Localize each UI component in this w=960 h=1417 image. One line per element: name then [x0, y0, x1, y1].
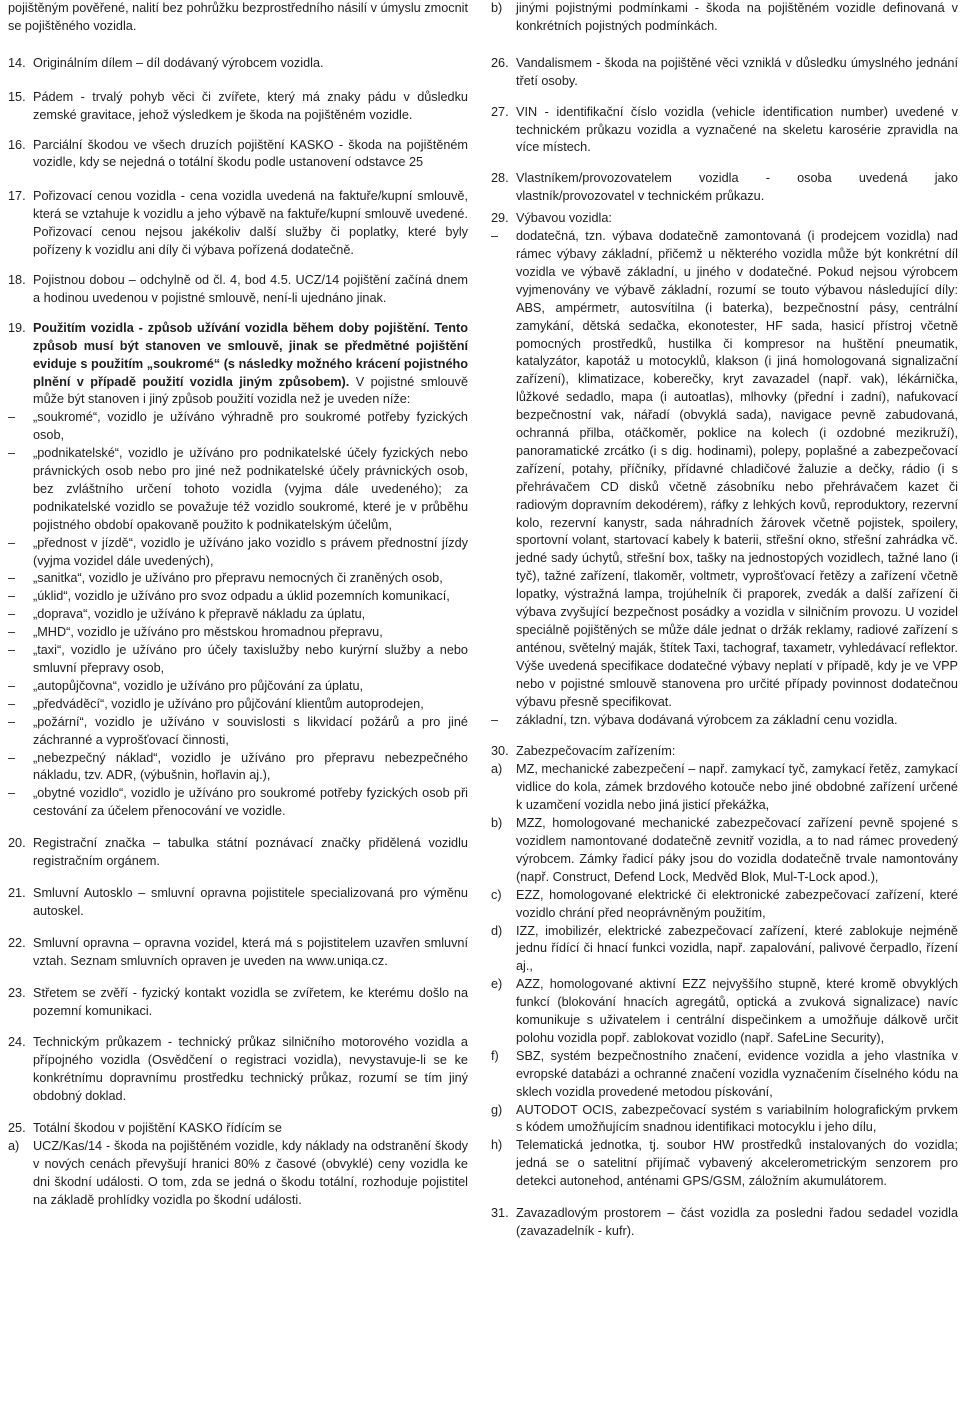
definition-31: 31. Zavazadlovým prostorem – část vozidla za posledni řadou sedadel vozidla (zavazadelník - kufr). — [491, 1206, 958, 1238]
dash: – — [491, 229, 499, 244]
dash: – — [8, 607, 16, 622]
dash: – — [8, 571, 16, 586]
usage-list-item: – „podnikatelské“, vozidlo je užíváno pro podnikatelské účely fyzických nebo právnických osob nebo pro jiné než podnikatelské účely právnických osob, bez zvláštního určení tohoto vozidla (vyjma dále uvedeného); za podnikatelské vozidlo se považuje též vozidlo soukromé, které je v průběhu pojistného období opakovaně použito k podnikatelským účelům, — [8, 445, 468, 535]
definition-30: 30. Zabezpečovacím zařízením: — [491, 744, 676, 759]
usage-list-item: – „autopůjčovna“, vozidlo je užíváno pro půjčování za úplatu, — [8, 678, 468, 696]
security-device-item: d) IZZ, imobilizér, elektrické zabezpečovací zařízení, které zablokuje nejméně jednu řídící či hnací funkci vozidla, např. zapalování, palivové čerpadlo, řízení aj., — [491, 923, 958, 974]
definition-14: 14. Originálním dílem – díl dodávaný výrobcem vozidla. — [8, 55, 324, 70]
dash: – — [8, 714, 16, 729]
dash: – — [491, 712, 499, 727]
definition-16: 16. Parciální škodou ve všech druzích pojištění KASKO - škoda na pojištěném vozidle, kdy se nejedná o totální škodu podle ustanovení odstavce 25 — [8, 137, 468, 170]
security-device-item: e) AZZ, homologované aktivní EZZ nejvyššího stupně, které kromě obvyklých funkcí (blokování hnacích agregátů, optická a zvuková signalizace) navíc komunikuje s uživatelem i centrální dispečinkem a umožňuje dálkově určit polohu vozidla popř. zablokovat vozidlo (např. SafeLine Security), — [491, 977, 958, 1045]
security-device-item: b) MZZ, homologované mechanické zabezpečovací zařízení pevně spojené s vozidlem namontované dodatečně zevnitř vozidla, a to nad rámec provedený výrobcem. Zámky řadicí páky jsou do vozidla dodatečně trvale namontovány (např. Construct, Defend Lock, Medvěd Blok, Mul-T-Lock apod.), — [491, 816, 958, 884]
dash: – — [8, 446, 16, 461]
usage-list-item: – „požární“, vozidlo je užíváno v souvislosti s likvidací požárů a pro jiné záchranné a vyprošťovací činnosti, — [8, 714, 468, 750]
intro-paragraph: pojištěným pověřené, nalití bez pohrůžku bezprostředního násilí v úmyslu zmocnit se pojištěného vozidla. — [8, 1, 468, 33]
usage-list-item: – „soukromé“, vozidlo je užíváno výhradně pro soukromé potřeby fyzických osob, — [8, 409, 468, 445]
dash: – — [8, 535, 16, 550]
definition-15: 15. Pádem - trvalý pohyb věci či zvířete, který má znaky pádu v důsledku zemské gravitace, jehož výsledkem je škoda na pojištěném vozidle. — [8, 89, 468, 122]
definition-19-bold: Použitím vozidla - způsob užívání vozidla během doby pojištění. Tento způsob musí být stanoven ve smlouvě, jinak se předmětné pojištění eviduje s použitím „soukromé“ (s následky možného krácení pojistného plnění v případě použití vozidla jiným způsobem). — [33, 320, 468, 389]
definition-19-rest: V pojistné smlouvě může být stanoven i jiný způsob použití vozidla než je uveden níže: — [33, 374, 469, 407]
definition-19: 19. Použitím vozidla - způsob užívání vozidla během doby pojištění. Tento způsob musí být stanoven ve smlouvě, jinak se předmětné pojištění eviduje s použitím „soukromé“ (s následky možného krácení pojistného plnění v případě použití vozidla jiným způsobem). V pojistné smlouvě může být stanoven i jiný způsob použití vozidla než je uveden níže: — [8, 320, 469, 407]
security-device-item: h) Telematická jednotka, tj. soubor HW prostředků instalovaných do vozidla; jedná se o satelitní přijímač vybavený akcelerometrickým senzorem pro detekci autonehod, anténami GPS/GSM, záložním akumulátorem. — [491, 1138, 958, 1189]
usage-list-item: – „doprava“, vozidlo je užíváno k přepravě nákladu za úplatu, — [8, 606, 468, 624]
dash: – — [8, 410, 16, 425]
usage-list-item: – „předváděcí“, vozidlo je užíváno pro půjčování klientům autoprodejen, — [8, 696, 468, 714]
security-device-item: c) EZZ, homologované elektrické či elektronické zabezpečovací zařízení, které vozidlo chrání před neoprávněným použitím, — [491, 887, 958, 920]
definition-18: 18. Pojistnou dobou – odchylně od čl. 4, bod 4.5. UCZ/14 pojištění začíná dnem a hodinou uvedenou v pojistné smlouvě, není-li ujednáno jinak. — [8, 272, 468, 305]
dash: – — [8, 589, 16, 604]
definition-item: 25. Totální škodou v pojištění KASKO řídícím se — [8, 1121, 282, 1136]
dash: – — [8, 750, 16, 765]
dash: – — [8, 625, 16, 640]
usage-dash-list — [8, 409, 468, 821]
definition-item: 28. Vlastníkem/provozovatelem vozidla - osoba uvedená jako vlastník/provozovatel v technickém průkazu. — [491, 171, 958, 204]
usage-list-item: – „úklid“, vozidlo je užíváno pro svoz odpadu a úklid pozemních komunikací, — [8, 588, 468, 606]
dash: – — [8, 786, 16, 801]
definition-29: 29. Výbavou vozidla: — [491, 211, 612, 226]
usage-list-item: – „nebezpečný náklad“, vozidlo je užíváno pro přepravu nebezpečného nákladu, tzv. ADR, (výbušnin, hořlavin aj.), — [8, 750, 468, 786]
security-devices-list — [491, 761, 958, 1191]
dash: – — [8, 696, 16, 711]
usage-list-item: – „přednost v jízdě“, vozidlo je užíváno jako vozidlo s právem přednostní jízdy (vyjma vozidel dále uvedených), — [8, 535, 468, 571]
security-device-item: g) AUTODOT OCIS, zabezpečovací systém s variabilním holografickým prvkem s kódem umožňujícím snadnou identifikaci motocyklu i jeho dílu, — [491, 1102, 958, 1135]
usage-list-item: – „sanitka“, vozidlo je užíváno pro přepravu nemocných či zraněných osob, — [8, 570, 468, 588]
usage-list-item: – „MHD“, vozidlo je užíváno pro městskou hromadnou přepravu, — [8, 624, 468, 642]
equipment-basic: – základní, tzn. výbava dodávaná výrobcem za základní cenu vozidla. — [491, 712, 958, 730]
definition-item: 22. Smluvní opravna – opravna vozidel, která má s pojistitelem uzavřen smluvní vztah. Seznam smluvních opraven je uveden na www.uniqa.cz. — [8, 935, 468, 968]
dash: – — [8, 643, 16, 658]
definition-item: 23. Střetem se zvěří - fyzický kontakt vozidla se zvířetem, ke kterému došlo na pozemní komunikaci. — [8, 985, 468, 1018]
definitions-26-28 — [491, 55, 958, 206]
definition-25b: b) jinými pojistnými podmínkami - škoda na pojištěném vozidle definovaná v konkrétních pojistných podmínkách. — [491, 1, 958, 33]
usage-list-item: – „obytné vozidlo“, vozidlo je užíváno pro soukromé potřeby fyzických osob při cestování za účelem přenocování ve vozidle. — [8, 785, 468, 821]
definition-item: 21. Smluvní Autosklo – smluvní opravna pojistitele specializovaná pro výměnu autoskel. — [8, 885, 468, 918]
usage-list-item: – „taxi“, vozidlo je užíváno pro účely taxislužby nebo kurýrní služby a nebo smluvní přepravy osob, — [8, 642, 468, 678]
right-column — [491, 0, 958, 1241]
definition-item: 26. Vandalismem - škoda na pojištěné věci vzniklá v důsledku úmyslného jednání třetí osoby. — [491, 55, 958, 88]
definition-item: 27. VIN - identifikační číslo vozidla (vehicle identification number) uvedené v technickém průkazu vozidla a vyznačené na skeletu karosérie zpravidla na více místech. — [491, 104, 958, 155]
left-column — [8, 0, 468, 1210]
definition-item: a) UCZ/Kas/14 - škoda na pojištěném vozidle, kdy náklady na odstranění škody v nových cenách převyšují hranici 80% z časové (obvyklé) ceny vozidla ke dni škodní události. O tom, zda se jedná o škodu totální, rozhoduje pojistitel na základě prohlídky vozidla po škodní události. — [8, 1138, 468, 1207]
security-device-item: a) MZ, mechanické zabezpečení – např. zamykací tyč, zamykací řetěz, zamykací vidlice do kola, zámek brzdového kotouče nebo jiné obdobné zařízení určené k uzamčení vozidla nebo jiná jisticí překážka, — [491, 762, 958, 813]
security-device-item: f) SBZ, systém bezpečnostního značení, evidence vozidla a jeho vlastníka v evropské databázi a ochranné značení vozidla vyznačením číselného kódu na sklech vozidla provedené metodou pískování, — [491, 1048, 958, 1099]
definitions-20-25 — [8, 835, 468, 1209]
definition-item: 20. Registrační značka – tabulka státní poznávací značky přidělená vozidlu registračním orgánem. — [8, 836, 468, 869]
dash: – — [8, 678, 16, 693]
definition-item: 24. Technickým průkazem - technický průkaz silničního motorového vozidla a přípojného vozidla (Osvědčení o registraci vozidla), nevystavuje-li se ke konkrétnímu dopravnímu prostředku technický průkaz, rozumí se tím jiný obdobný doklad. — [8, 1035, 468, 1104]
definition-17: 17. Pořizovací cenou vozidla - cena vozidla uvedená na faktuře/kupní smlouvě, která se vztahuje k vozidlu a jeho výbavě na faktuře/kupní smlouvě uvedené. Pořizovací cenou nejsou jakékoliv další služby či poplatky, které byly pořízeny k vozidlu ani díly či výbava pořízená dodatečně. — [8, 189, 468, 258]
equipment-additional: – dodatečná, tzn. výbava dodatečně zamontovaná (i prodejcem vozidla) nad rámec výbavy základní, přičemž u některého vozidla může být konkrétní díl vozidla ve výbavě základní, u jiného v dodatečné. Pokud nejsou výrobcem vyjmenovány ve výbavě základní, rozumí se touto výbavou následující díly: ABS, ampérmetr, autosvítilna (i baterka), bezpečnostní pásy, centrální zamykání, dětská sedačka, ekonotester, HF sada, hasicí přístroj včetně pomocných prostředků, hustilka či kompresor na huštění pneumatik, katalyzátor, kapotáž u motocyklů, klakson (i jiná homologovaná signalizační zařízení), klimatizace, koberečky, kryt zavazadel (např. vak), lékárnička, lůžkové sedadlo, mapa (i autoatlas), mlhovky (přední i zadní), nafukovací bezpečnostní vak, nářadí (obvyklá sada), navigace pevně zabudovaná, ochranná přilba, otáčkoměr, poklice na kolech (i ozdobné mezikruží), panoramatické zrcátko (i s dig. hodinami), polepy, poplašné a zabezpečovací zařízení, potahy, příčníky, přídavné chladičové žaluzie a dečky, rádio (i s přehrávačem CD disků včetně zásobníku nebo přehrávačem kazet či radiovým dopravním dekodérem), ráfky z lehkých kovů, reproduktory, rezervní kolo, rezervní kanystr, sada náhradních žárovek včetně pojistek, spoilery, sportovní volant, startovací kabely k baterii, střešní okno, střešní zahrádka vč. jedné sady úchytů, střešní box, tašky na jednostopých vozidlech, tažné lano (i tyč), tažné zařízení, tlakoměr, voltmetr, vyprošťovací řetězy a zařízení včetně lopatky, výstražná lampa, trojúhelník či praporek, zvedák a další zařízení či výbava zvyšující bezpečnost posádky a vozidla v silničním provozu. U vozidel speciálně pojištěných se může dále jednat o držák reklamy, radiové zařízení s anténou, světelný maják, štítek Taxi, tachograf, taxametr, vyhledávací reflektor. Výše uvedená specifikace dodatečné výbavy neplatí v případě, kdy je ve VPP nebo v pojistné smlouvě stanovena pro určité případy povinnost dodatečnou výbavu přesně specifikovat. — [491, 228, 958, 711]
